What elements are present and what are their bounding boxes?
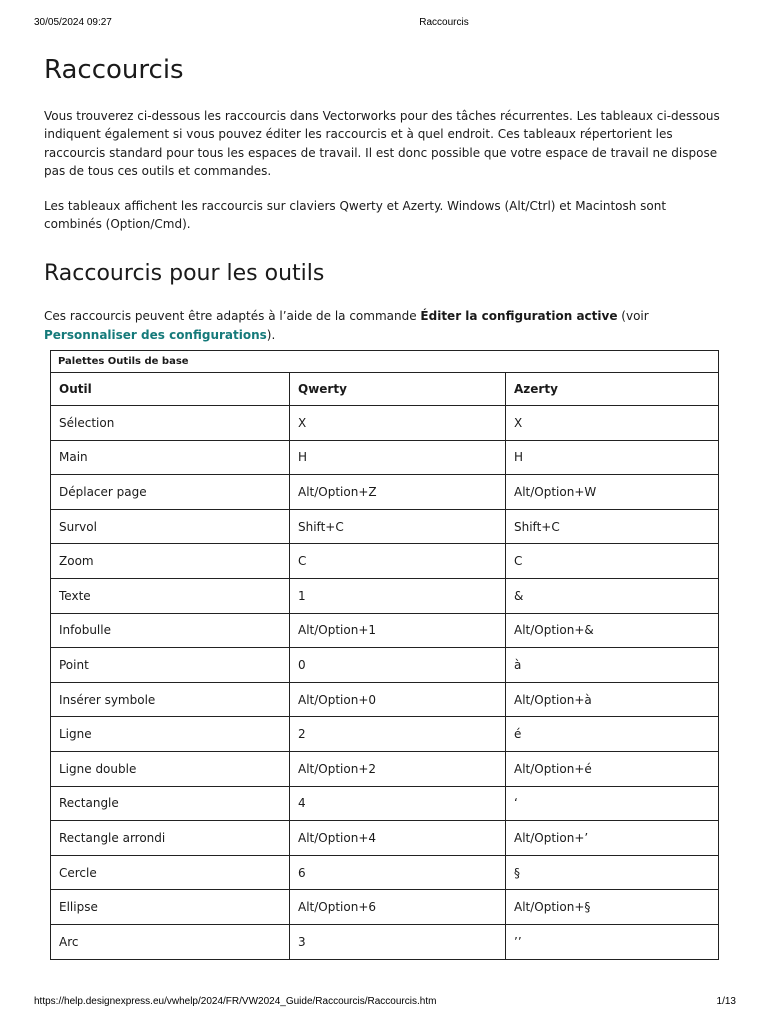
tool-name-cell: Déplacer page [51, 475, 290, 510]
tool-name-cell: Infobulle [51, 613, 290, 648]
column-header-qwerty: Qwerty [290, 373, 506, 406]
qwerty-shortcut-cell: 0 [290, 648, 506, 683]
azerty-shortcut-cell: Alt/Option+à [506, 682, 719, 717]
qwerty-shortcut-cell: Alt/Option+1 [290, 613, 506, 648]
qwerty-shortcut-cell: 6 [290, 855, 506, 890]
command-name: Éditer la configuration active [420, 309, 618, 324]
table-caption: Palettes Outils de base [51, 351, 719, 373]
table-row [51, 475, 719, 510]
qwerty-shortcut-cell: C [290, 544, 506, 579]
qwerty-shortcut-cell: X [290, 406, 506, 441]
intro-paragraph-2: Les tableaux affichent les raccourcis sur claviers Qwerty et Azerty. Windows (Alt/Ctrl) et Macintosh sont combinés (Option/Cmd). [44, 198, 667, 232]
section-title: Raccourcis pour les outils [44, 261, 325, 287]
qwerty-shortcut-cell: Alt/Option+Z [290, 475, 506, 510]
column-header-azerty: Azerty [506, 373, 719, 406]
table-row [51, 924, 719, 959]
customize-configurations-link[interactable]: Personnaliser des configurations [44, 327, 267, 342]
shortcuts-table [50, 350, 719, 960]
table-row [51, 751, 719, 786]
intro-paragraph-1: Vous trouverez ci-dessous les raccourcis dans Vectorworks pour des tâches récurrentes. Les tableaux ci-dessous indiquent également si vous pouvez éditer les raccourcis et à quel endroit. Ces tableaux répertorient les raccourcis standard pour tous les espaces de travail. Il est donc possible que votre espace de travail ne dispose pas de tous ces outils et commandes. [44, 109, 720, 179]
azerty-shortcut-cell: Alt/Option+& [506, 613, 719, 648]
tool-name-cell: Rectangle [51, 786, 290, 821]
qwerty-shortcut-cell: Alt/Option+6 [290, 890, 506, 925]
azerty-shortcut-cell: C [506, 544, 719, 579]
tool-name-cell: Texte [51, 578, 290, 613]
azerty-shortcut-cell: Shift+C [506, 509, 719, 544]
qwerty-shortcut-cell: 4 [290, 786, 506, 821]
qwerty-shortcut-cell: 1 [290, 578, 506, 613]
page-content [44, 54, 724, 344]
table-row [51, 717, 719, 752]
column-header-outil: Outil [51, 373, 290, 406]
azerty-shortcut-cell: Alt/Option+é [506, 751, 719, 786]
tools-intro-paragraph [44, 307, 724, 344]
table-row [51, 406, 719, 441]
table-row [51, 648, 719, 683]
page-url: https://help.designexpress.eu/vwhelp/2024/FR/VW2024_Guide/Raccourcis/Raccourcis.htm [34, 996, 437, 1007]
azerty-shortcut-cell: à [506, 648, 719, 683]
azerty-shortcut-cell: Alt/Option+’ [506, 821, 719, 856]
qwerty-shortcut-cell: Alt/Option+0 [290, 682, 506, 717]
tool-name-cell: Arc [51, 924, 290, 959]
tool-name-cell: Insérer symbole [51, 682, 290, 717]
azerty-shortcut-cell: § [506, 855, 719, 890]
azerty-shortcut-cell: Alt/Option+§ [506, 890, 719, 925]
print-title: Raccourcis [419, 17, 469, 28]
qwerty-shortcut-cell: H [290, 440, 506, 475]
tools-intro-prefix: Ces raccourcis peuvent être adaptés à l’aide de la commande [44, 309, 421, 324]
table-caption-row [51, 351, 719, 373]
azerty-shortcut-cell: Alt/Option+W [506, 475, 719, 510]
table-row [51, 544, 719, 579]
tool-name-cell: Main [51, 440, 290, 475]
table-row [51, 578, 719, 613]
azerty-shortcut-cell: X [506, 406, 719, 441]
print-footer [0, 996, 768, 1010]
azerty-shortcut-cell: ‘ [506, 786, 719, 821]
tools-intro-suffix: ). [266, 327, 276, 342]
table-row [51, 890, 719, 925]
table-row [51, 786, 719, 821]
tool-name-cell: Zoom [51, 544, 290, 579]
print-header [0, 17, 768, 31]
qwerty-shortcut-cell: Shift+C [290, 509, 506, 544]
table-row [51, 682, 719, 717]
tools-intro-middle: (voir [617, 309, 649, 324]
tool-name-cell: Point [51, 648, 290, 683]
table-header-row [51, 373, 719, 406]
qwerty-shortcut-cell: Alt/Option+4 [290, 821, 506, 856]
tool-name-cell: Ligne double [51, 751, 290, 786]
table-row [51, 821, 719, 856]
print-date: 30/05/2024 09:27 [34, 17, 112, 28]
tool-name-cell: Ligne [51, 717, 290, 752]
azerty-shortcut-cell: ’’ [506, 924, 719, 959]
qwerty-shortcut-cell: 2 [290, 717, 506, 752]
qwerty-shortcut-cell: 3 [290, 924, 506, 959]
table-row [51, 613, 719, 648]
tool-name-cell: Cercle [51, 855, 290, 890]
page-title: Raccourcis [44, 55, 184, 85]
page-number: 1/13 [716, 996, 736, 1007]
table-row [51, 440, 719, 475]
tool-name-cell: Ellipse [51, 890, 290, 925]
table-row [51, 855, 719, 890]
azerty-shortcut-cell: H [506, 440, 719, 475]
table-row [51, 509, 719, 544]
tool-name-cell: Sélection [51, 406, 290, 441]
azerty-shortcut-cell: é [506, 717, 719, 752]
tool-name-cell: Rectangle arrondi [51, 821, 290, 856]
azerty-shortcut-cell: & [506, 578, 719, 613]
tool-name-cell: Survol [51, 509, 290, 544]
qwerty-shortcut-cell: Alt/Option+2 [290, 751, 506, 786]
table-body [51, 406, 719, 960]
